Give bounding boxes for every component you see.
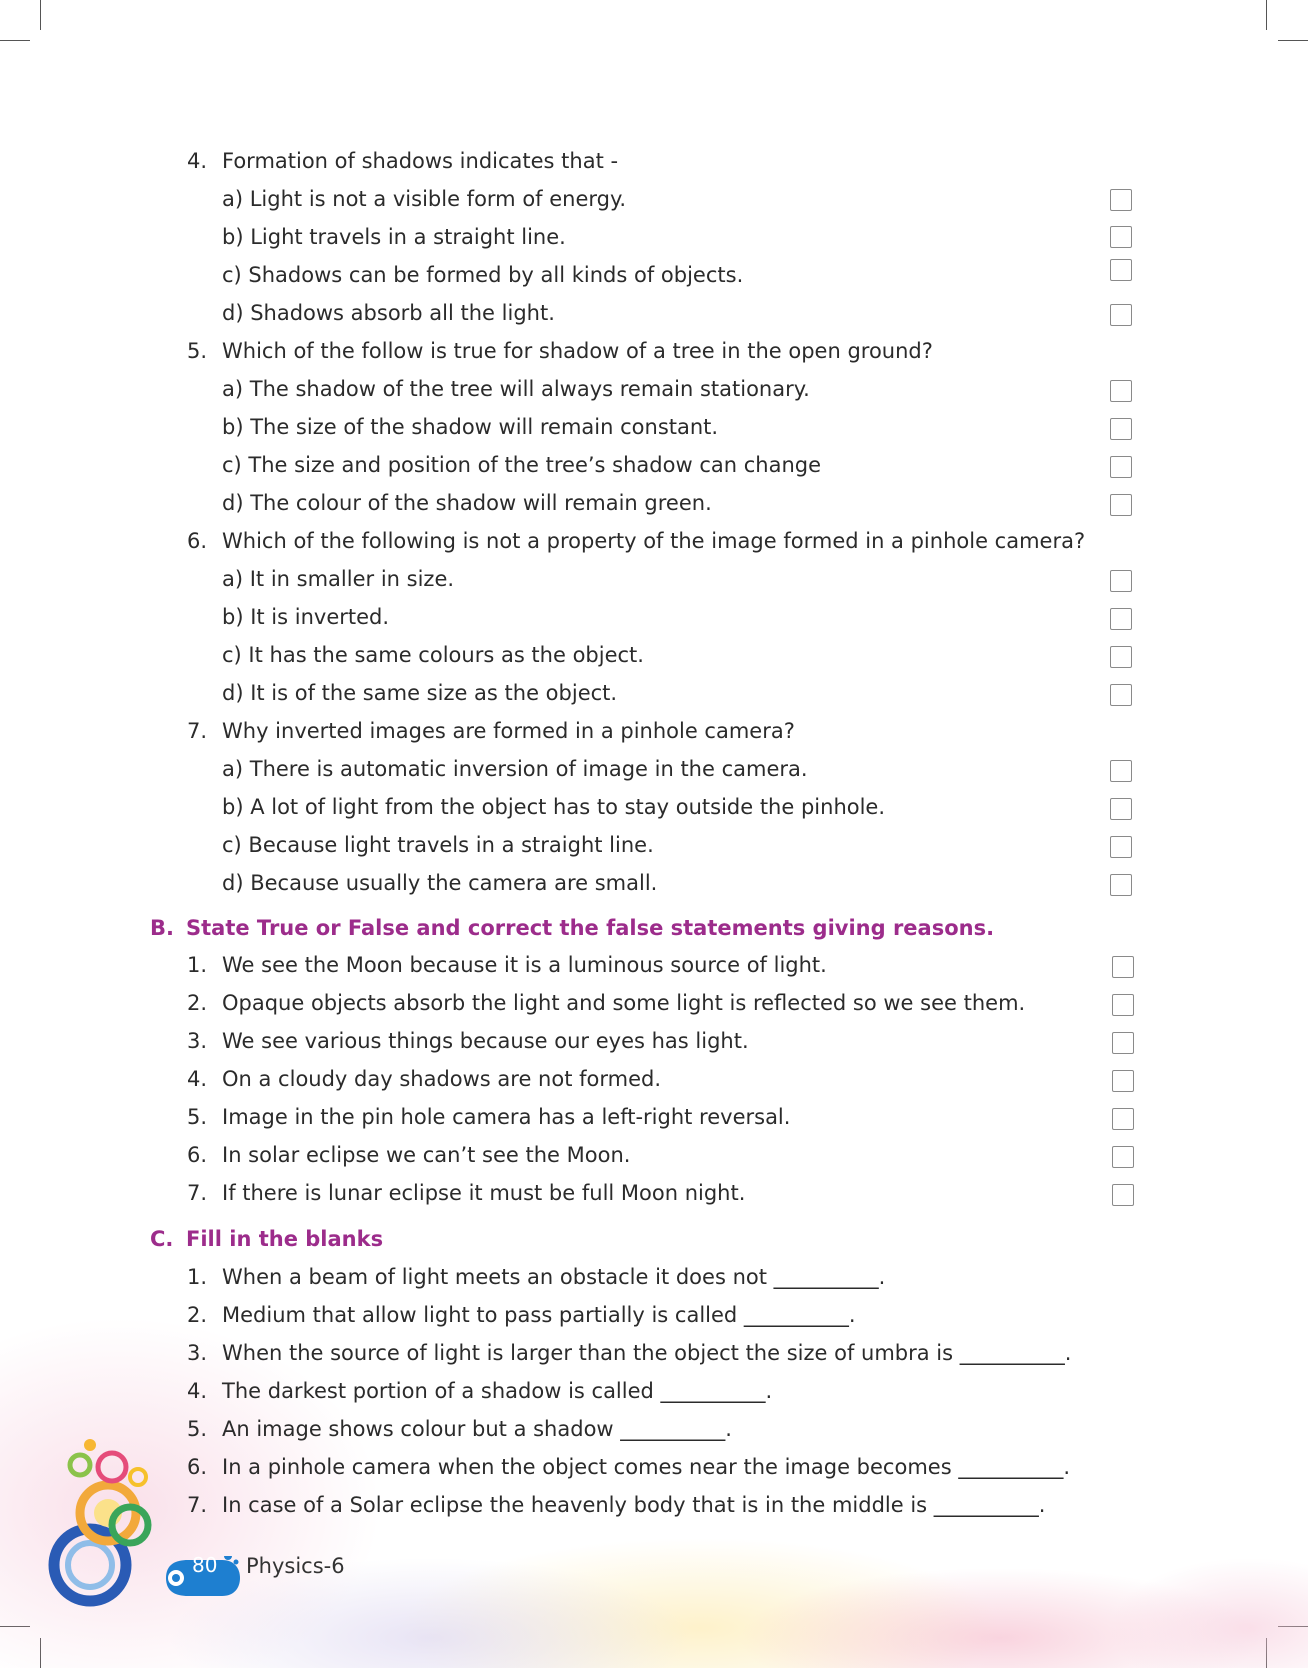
question-number: 4. [186,149,207,173]
decorative-circles-graphic [40,1435,180,1635]
answer-checkbox[interactable] [1110,646,1132,668]
item-number: 3. [186,1029,207,1053]
item-text: The darkest portion of a shadow is called __________. [222,1379,773,1403]
answer-checkbox[interactable] [1110,798,1132,820]
option-text: b) The size of the shadow will remain constant. [222,415,719,439]
item-number: 1. [186,953,207,977]
item-text: Image in the pin hole camera has a left-right reversal. [222,1105,791,1129]
question-text: Why inverted images are formed in a pinhole camera? [222,719,795,743]
question-number: 5. [186,339,207,363]
option-text: d) Shadows absorb all the light. [222,301,555,325]
question-number: 7. [186,719,207,743]
book-title: Physics-6 [246,1554,345,1578]
section-b-letter: B. [150,916,174,940]
section-c-title: Fill in the blanks [186,1227,384,1251]
option-text: b) A lot of light from the object has to stay outside the pinhole. [222,795,886,819]
item-number: 4. [186,1067,207,1091]
option-text: c) Shadows can be formed by all kinds of objects. [222,263,744,287]
option-text: c) The size and position of the tree’s shadow can change [222,453,822,477]
item-number: 6. [186,1455,207,1479]
question-text: Which of the follow is true for shadow of a tree in the open ground? [222,339,933,363]
answer-checkbox[interactable] [1110,226,1132,248]
question-text: Formation of shadows indicates that - [222,149,619,173]
option-text: b) Light travels in a straight line. [222,225,566,249]
item-text: In solar eclipse we can’t see the Moon. [222,1143,631,1167]
item-number: 2. [186,1303,207,1327]
answer-checkbox[interactable] [1112,994,1134,1016]
answer-checkbox[interactable] [1112,1108,1134,1130]
option-text: a) It in smaller in size. [222,567,455,591]
option-text: c) Because light travels in a straight line. [222,833,654,857]
answer-checkbox[interactable] [1110,570,1132,592]
item-number: 5. [186,1417,207,1441]
option-text: a) The shadow of the tree will always remain stationary. [222,377,810,401]
item-text: If there is lunar eclipse it must be full Moon night. [222,1181,746,1205]
item-text: We see the Moon because it is a luminous source of light. [222,953,827,977]
item-number: 5. [186,1105,207,1129]
answer-checkbox[interactable] [1110,836,1132,858]
answer-checkbox[interactable] [1110,608,1132,630]
item-number: 1. [186,1265,207,1289]
item-number: 3. [186,1341,207,1365]
answer-checkbox[interactable] [1112,1070,1134,1092]
item-text: On a cloudy day shadows are not formed. [222,1067,662,1091]
option-text: d) The colour of the shadow will remain green. [222,491,712,515]
item-text: When a beam of light meets an obstacle it does not __________. [222,1265,886,1289]
option-text: c) It has the same colours as the object. [222,643,644,667]
answer-checkbox[interactable] [1112,1184,1134,1206]
option-text: b) It is inverted. [222,605,390,629]
answer-checkbox[interactable] [1110,189,1132,211]
answer-checkbox[interactable] [1110,304,1132,326]
option-text: d) Because usually the camera are small. [222,871,658,895]
crop-mark [40,0,41,30]
answer-checkbox[interactable] [1110,684,1132,706]
item-number: 6. [186,1143,207,1167]
item-number: 4. [186,1379,207,1403]
question-text: Which of the following is not a property of the image formed in a pinhole camera? [222,529,1086,553]
item-number: 2. [186,991,207,1015]
answer-checkbox[interactable] [1110,380,1132,402]
option-text: d) It is of the same size as the object. [222,681,618,705]
page-number: 80 [192,1553,218,1577]
answer-checkbox[interactable] [1112,956,1134,978]
section-b-title: State True or False and correct the false statements giving reasons. [186,916,995,940]
crop-mark [1266,0,1267,30]
item-text: In a pinhole camera when the object comes near the image becomes __________. [222,1455,1070,1479]
section-c-letter: C. [150,1227,174,1251]
answer-checkbox[interactable] [1110,456,1132,478]
item-text: In case of a Solar eclipse the heavenly body that is in the middle is __________. [222,1493,1046,1517]
answer-checkbox[interactable] [1110,874,1132,896]
answer-checkbox[interactable] [1112,1032,1134,1054]
answer-checkbox[interactable] [1112,1146,1134,1168]
question-number: 6. [186,529,207,553]
answer-checkbox[interactable] [1110,418,1132,440]
item-text: Opaque objects absorb the light and some light is reflected so we see them. [222,991,1026,1015]
item-text: An image shows colour but a shadow __________. [222,1417,732,1441]
item-number: 7. [186,1493,207,1517]
option-text: a) Light is not a visible form of energy. [222,187,627,211]
answer-checkbox[interactable] [1110,494,1132,516]
item-text: When the source of light is larger than the object the size of umbra is __________. [222,1341,1072,1365]
option-text: a) There is automatic inversion of image in the camera. [222,757,808,781]
answer-checkbox[interactable] [1110,760,1132,782]
crop-mark [1278,40,1308,41]
item-number: 7. [186,1181,207,1205]
answer-checkbox[interactable] [1110,259,1132,281]
item-text: Medium that allow light to pass partially is called __________. [222,1303,856,1327]
item-text: We see various things because our eyes has light. [222,1029,749,1053]
crop-mark [0,40,30,41]
